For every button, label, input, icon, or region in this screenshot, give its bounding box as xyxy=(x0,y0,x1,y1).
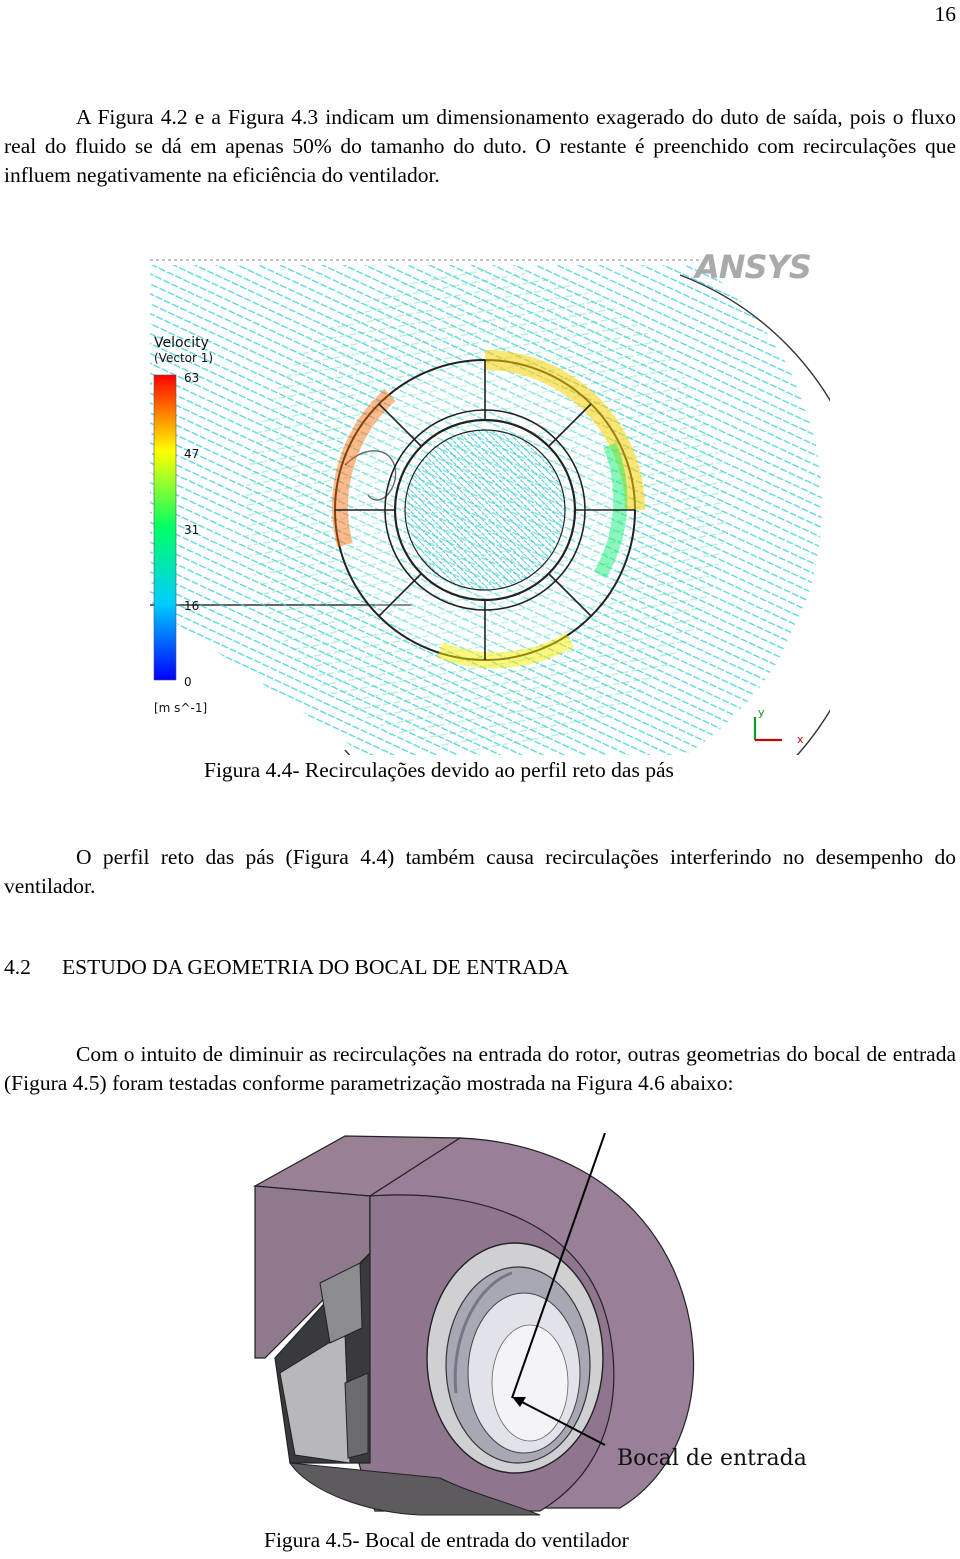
ansys-logo: ANSYS xyxy=(695,248,811,286)
paragraph-blade-profile: O perfil reto das pás (Figura 4.4) também causa recirculações interferindo no desempenho do ventilador. xyxy=(4,845,956,898)
legend-title: Velocity xyxy=(154,335,209,351)
page-number: 16 xyxy=(934,2,956,26)
legend-tick-31: 31 xyxy=(184,523,200,537)
bellmouth-throat xyxy=(492,1325,568,1441)
legend-tick-0: 0 xyxy=(184,675,192,689)
section-title: ESTUDO DA GEOMETRIA DO BOCAL DE ENTRADA xyxy=(62,955,569,979)
rotor-blade xyxy=(345,1373,368,1458)
figure-fan-cad-model xyxy=(250,1133,810,1525)
legend-subtitle: (Vector 1) xyxy=(154,351,214,365)
legend-tick-63: 63 xyxy=(184,371,200,385)
legend-tick-47: 47 xyxy=(184,447,200,461)
legend-color-bar xyxy=(154,375,176,680)
section-number: 4.2 xyxy=(4,955,31,979)
axis-x-label: x xyxy=(797,733,804,746)
figure-velocity-vectors xyxy=(140,245,830,755)
callout-label: Bocal de entrada xyxy=(617,1446,807,1471)
legend-unit: [m s^-1] xyxy=(154,701,208,715)
figure-4-4-caption: Figura 4.4- Recirculações devido ao perfil reto das pás xyxy=(204,758,674,782)
legend-tick-16: 16 xyxy=(184,599,200,613)
axis-y-label: y xyxy=(758,706,765,719)
paragraph-intro: A Figura 4.2 e a Figura 4.3 indicam um dimensionamento exagerado do duto de saída, pois o fluxo real do fluido se dá em apenas 50% do tamanho do duto. O restante é preenchido com recirculações que influem negativamente na eficiência do ventilador. xyxy=(4,105,956,187)
paragraph-inlet-study: Com o intuito de diminuir as recirculações na entrada do rotor, outras geometrias do bocal de entrada (Figura 4.5) foram testadas conforme parametrização mostrada na Figura 4.6 abaixo: xyxy=(4,1042,956,1095)
figure-4-5-caption: Figura 4.5- Bocal de entrada do ventilador xyxy=(264,1528,629,1552)
